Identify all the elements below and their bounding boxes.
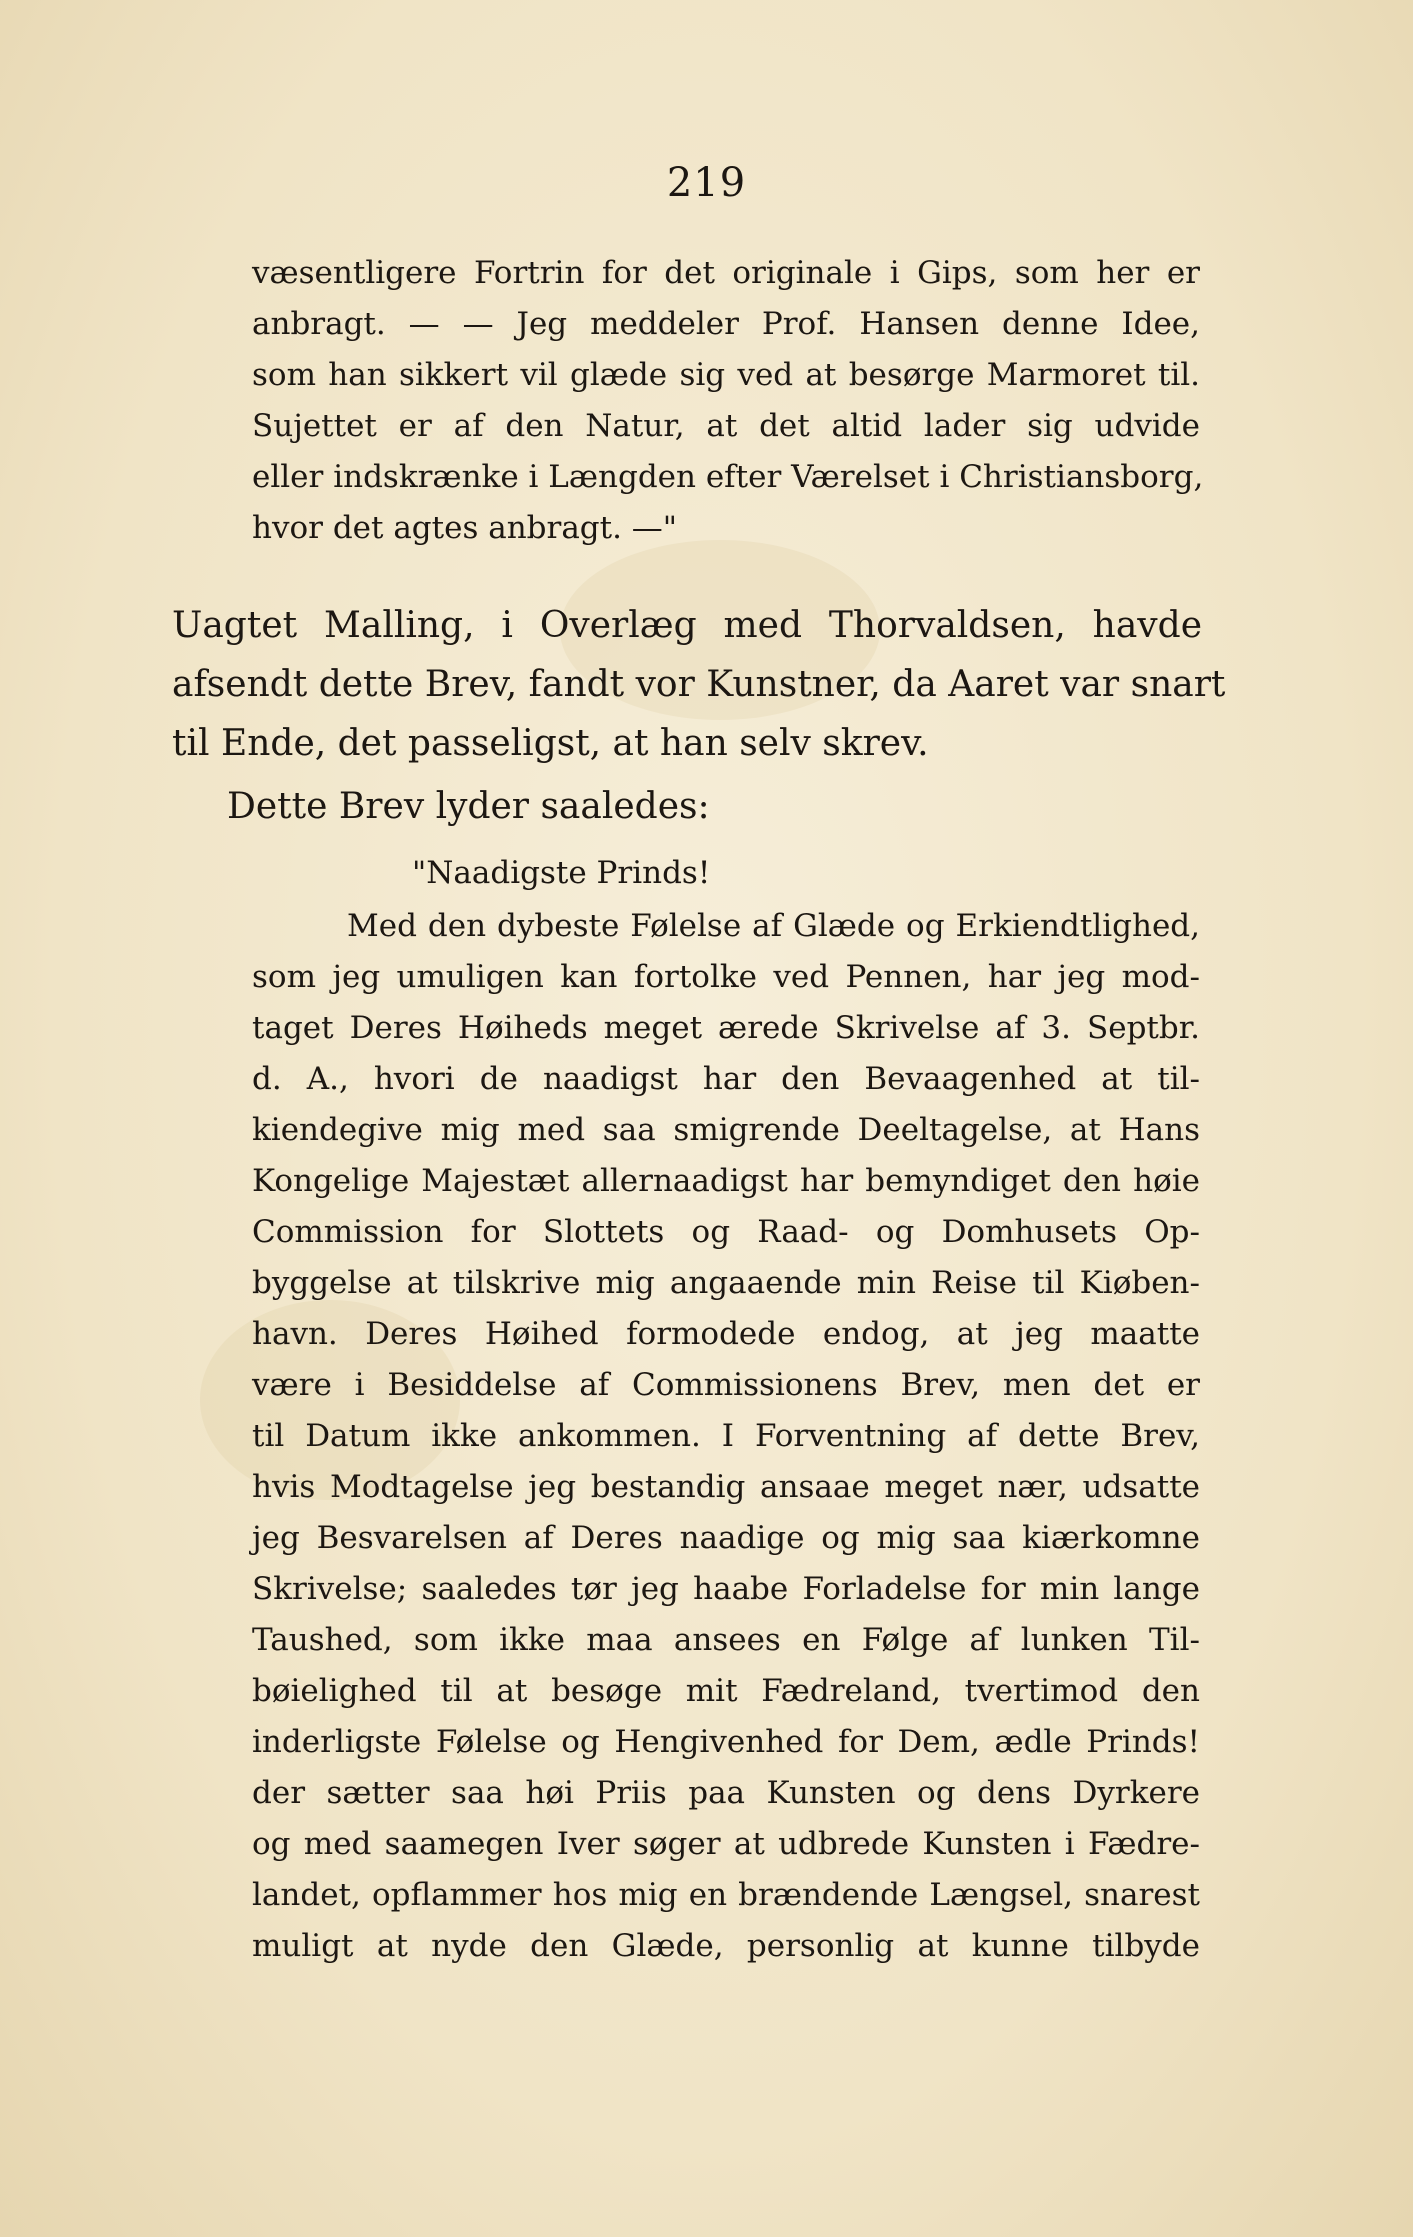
quoted-letter-excerpt	[252, 248, 1204, 554]
letter-intro: Dette Brev lyder saaledes:	[227, 786, 710, 827]
text-line: til Datum ikke ankommen. I Forventning af dette Brev,	[252, 1418, 1200, 1454]
text-line: væsentligere Fortrin for det originale i Gips, som her er	[252, 255, 1200, 291]
letter-body	[252, 901, 1200, 1972]
text-line: Kongelige Majestæt allernaadigst har bemyndiget den høie	[252, 1163, 1200, 1199]
text-line: taget Deres Høiheds meget ærede Skrivelse af 3. Septbr.	[252, 1010, 1200, 1046]
text-line: eller indskrænke i Længden efter Værelset i Christiansborg,	[252, 459, 1204, 495]
narrative-paragraph	[172, 596, 1226, 773]
text-line: Med den dybeste Følelse af Glæde og Erkiendtlighed,	[347, 908, 1200, 944]
page-number: 219	[666, 160, 747, 206]
text-line: inderligste Følelse og Hengivenhed for Dem, ædle Prinds!	[252, 1724, 1200, 1760]
text-line: jeg Besvarelsen af Deres naadige og mig saa kiærkomne	[252, 1520, 1200, 1556]
text-line: muligt at nyde den Glæde, personlig at kunne tilbyde	[252, 1928, 1200, 1964]
text-line: Uagtet Malling, i Overlæg med Thorvaldsen, havde	[172, 605, 1202, 646]
text-line: Skrivelse; saaledes tør jeg haabe Forladelse for min lange	[252, 1571, 1200, 1607]
text-line: være i Besiddelse af Commissionens Brev, men det er	[252, 1367, 1200, 1403]
text-line: bøielighed til at besøge mit Fædreland, tvertimod den	[252, 1673, 1200, 1709]
text-line: som jeg umuligen kan fortolke ved Pennen, har jeg mod-	[252, 959, 1200, 995]
text-line: hvis Modtagelse jeg bestandig ansaae meget nær, udsatte	[252, 1469, 1200, 1505]
text-line: der sætter saa høi Priis paa Kunsten og dens Dyrkere	[252, 1775, 1200, 1811]
text-line: til Ende, det passeligst, at han selv skrev.	[172, 723, 929, 764]
text-line: landet, opflammer hos mig en brændende Længsel, snarest	[252, 1877, 1200, 1913]
letter-salutation: "Naadigste Prinds!	[412, 855, 711, 891]
text-line: d. A., hvori de naadigst har den Bevaagenhed at til-	[252, 1061, 1200, 1097]
text-line: hvor det agtes anbragt. —"	[252, 510, 678, 546]
text-block	[172, 248, 1226, 1972]
text-line: og med saamegen Iver søger at udbrede Kunsten i Fædre-	[252, 1826, 1200, 1862]
text-line: havn. Deres Høihed formodede endog, at jeg maatte	[252, 1316, 1200, 1352]
text-line: anbragt. — — Jeg meddeler Prof. Hansen denne Idee,	[252, 306, 1200, 342]
text-line: Commission for Slottets og Raad- og Domhusets Op-	[252, 1214, 1200, 1250]
text-line: afsendt dette Brev, fandt vor Kunstner, da Aaret var snart	[172, 664, 1226, 705]
text-line: kiendegive mig med saa smigrende Deeltagelse, at Hans	[252, 1112, 1200, 1148]
text-line: Sujettet er af den Natur, at det altid lader sig udvide	[252, 408, 1200, 444]
text-line: som han sikkert vil glæde sig ved at besørge Marmoret til.	[252, 357, 1200, 393]
text-line: Taushed, som ikke maa ansees en Følge af lunken Til-	[252, 1622, 1200, 1658]
text-line: byggelse at tilskrive mig angaaende min Reise til Kiøben-	[252, 1265, 1200, 1301]
